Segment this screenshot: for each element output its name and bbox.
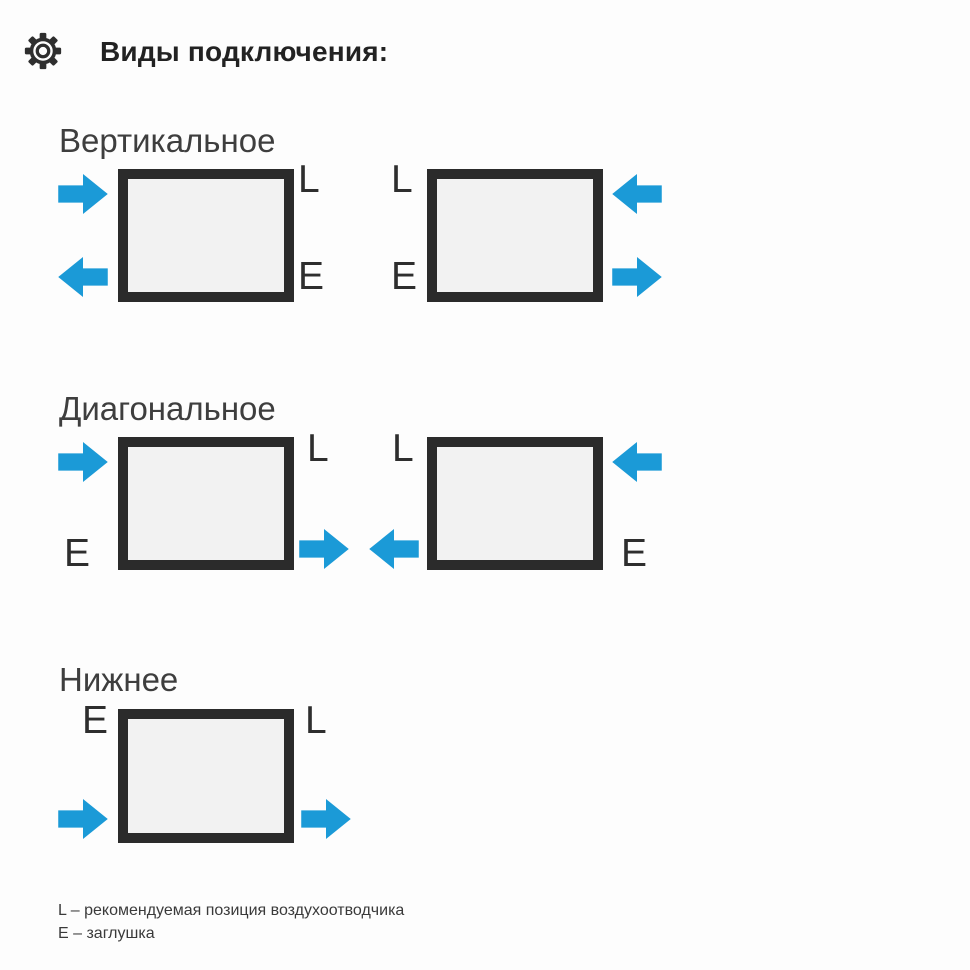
flow-in-arrow-icon [57,799,109,839]
radiator-body [118,437,294,570]
section-title-bottom: Нижнее [59,661,179,698]
page-title: Виды подключения: [100,36,389,67]
flow-out-arrow-icon [300,799,352,839]
flow-in-arrow-icon [57,442,109,482]
legend-line-vent: L – рекомендуемая позиция воздухоотводчика [58,902,405,919]
flow-out-arrow-icon [368,529,420,569]
port-label-e: E [82,699,109,742]
flow-in-arrow-icon [611,442,663,482]
gear-icon [22,30,64,72]
port-label-l: L [392,427,414,470]
port-label-e: E [298,255,325,298]
port-label-e: E [621,532,648,575]
port-label-e: E [391,255,418,298]
radiator-body [427,169,603,302]
port-label-e: E [64,532,91,575]
radiator-body [118,169,294,302]
flow-in-arrow-icon [611,174,663,214]
port-label-l: L [305,699,327,742]
flow-out-arrow-icon [57,257,109,297]
radiator-body [427,437,603,570]
legend-line-plug: E – заглушка [58,925,155,942]
port-label-l: L [391,158,413,201]
radiator-body [118,709,294,843]
section-title-vertical: Вертикальное [59,122,276,159]
port-label-l: L [307,427,329,470]
flow-out-arrow-icon [611,257,663,297]
flow-in-arrow-icon [57,174,109,214]
port-label-l: L [298,158,320,201]
flow-out-arrow-icon [298,529,350,569]
section-title-diagonal: Диагональное [59,390,276,427]
